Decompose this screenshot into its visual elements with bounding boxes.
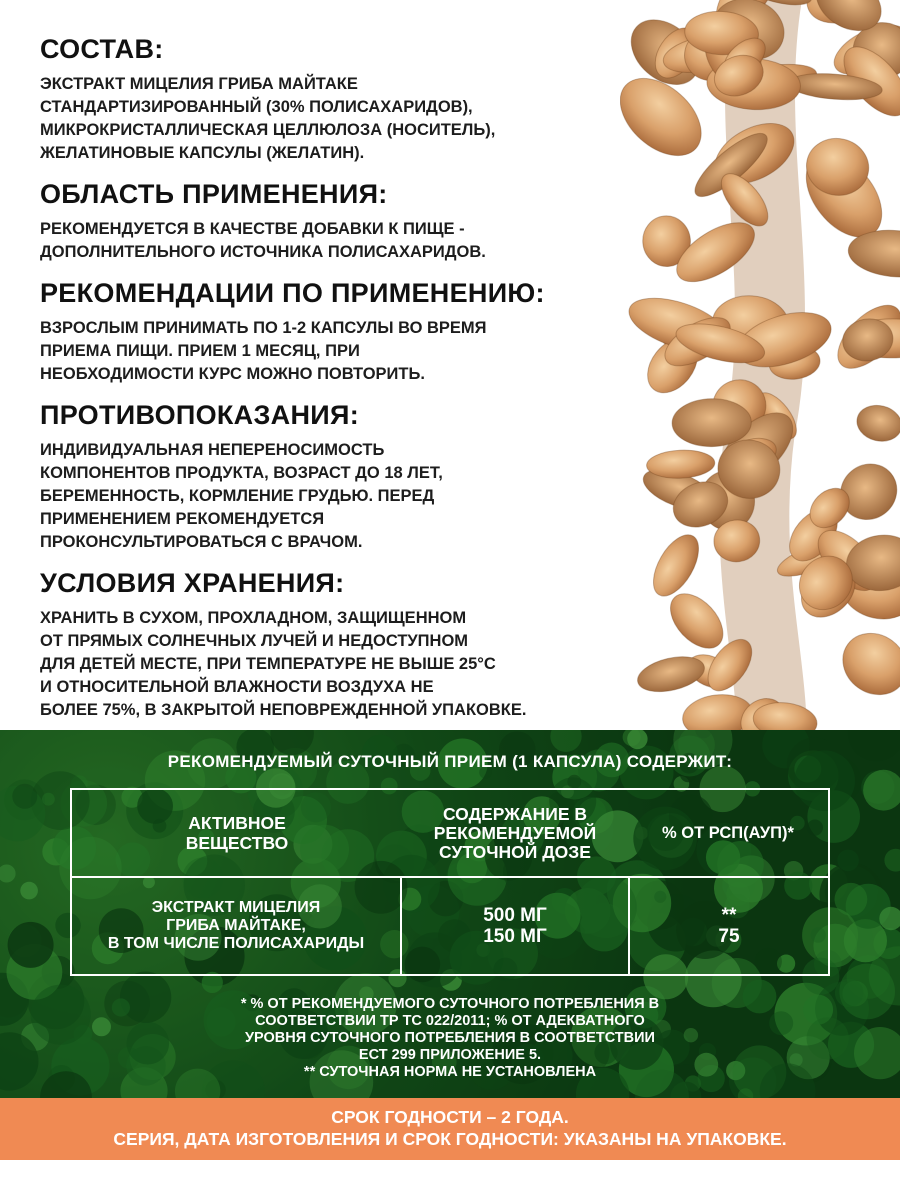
- usage-area-heading: ОБЛАСТЬ ПРИМЕНЕНИЯ:: [40, 179, 388, 209]
- row-amount: 500 МГ 150 МГ: [483, 905, 547, 947]
- storage-text: ХРАНИТЬ В СУХОМ, ПРОХЛАДНОМ, ЗАЩИЩЕННОМ ОТ ПРЯМЫХ СОЛНЕЧНЫХ ЛУЧЕЙ И НЕДОСТУПНОМ ДЛЯ ДЕТЕЙ МЕСТЕ, ПРИ ТЕМПЕРАТУРЕ НЕ ВЫШЕ 25°С И ОТНОСИТЕЛЬНОЙ ВЛАЖНОСТИ ВОЗДУХА НЕ БОЛЕЕ 75%, В ЗАКРЫТОЙ НЕПОВРЕЖДЕННОЙ УПАКОВКЕ.: [40, 609, 527, 719]
- daily-intake-title: РЕКОМЕНДУЕМЫЙ СУТОЧНЫЙ ПРИЕМ (1 КАПСУЛА) СОДЕРЖИТ:: [167, 752, 733, 771]
- composition-heading: СОСТАВ:: [40, 34, 164, 64]
- table-footnotes: * % ОТ РЕКОМЕНДУЕМОГО СУТОЧНОГО ПОТРЕБЛЕНИЯ В СООТВЕТСТВИИ ТР ТС 022/2011; % ОТ АДЕКВАТНОГО УРОВНЯ СУТОЧНОГО ПОТРЕБЛЕНИЯ В СООТВЕТСТВИИ ЕСТ 299 ПРИЛОЖЕНИЕ 5. ** СУТОЧНАЯ НОРМА НЕ УСТАНОВЛЕНА: [240, 996, 660, 1080]
- recommendations-section: [40, 278, 620, 386]
- daily-intake-panel: [0, 730, 900, 1098]
- recommendations-text: ВЗРОСЛЫМ ПРИНИМАТЬ ПО 1-2 КАПСУЛЫ ВО ВРЕМЯ ПРИЕМА ПИЩИ. ПРИЕМ 1 МЕСЯЦ, ПРИ НЕОБХОДИМОСТИ КУРС МОЖНО ПОВТОРИТЬ.: [40, 319, 487, 383]
- header-substance: АКТИВНОЕ ВЕЩЕСТВО: [185, 813, 289, 853]
- row-substance: ЭКСТРАКТ МИЦЕЛИЯ ГРИБА МАЙТАКЕ, В ТОМ ЧИСЛЕ ПОЛИСАХАРИДЫ: [107, 899, 365, 952]
- maitake-mushroom-image: [620, 0, 900, 730]
- daily-intake-table: [70, 788, 830, 976]
- header-amount: СОДЕРЖАНИЕ В РЕКОМЕНДУЕМОЙ СУТОЧНОЙ ДОЗЕ: [433, 803, 597, 862]
- storage-heading: УСЛОВИЯ ХРАНЕНИЯ:: [40, 568, 345, 598]
- usage-area-section: [40, 179, 620, 264]
- composition-section: [40, 34, 620, 165]
- product-info-text: [40, 34, 620, 730]
- contraindications-text: ИНДИВИДУАЛЬНАЯ НЕПЕРЕНОСИМОСТЬ КОМПОНЕНТОВ ПРОДУКТА, ВОЗРАСТ ДО 18 ЛЕТ, БЕРЕМЕННОСТЬ, КОРМЛЕНИЕ ГРУДЬЮ. ПЕРЕД ПРИМЕНЕНИЕМ РЕКОМЕНДУЕТСЯ ПРОКОНСУЛЬТИРОВАТЬСЯ С ВРАЧОМ.: [40, 441, 443, 551]
- header-percent: % ОТ РСП(АУП)*: [662, 823, 794, 842]
- contraindications-section: [40, 400, 620, 554]
- batch-info-text: СЕРИЯ, ДАТА ИЗГОТОВЛЕНИЯ И СРОК ГОДНОСТИ: УКАЗАНЫ НА УПАКОВКЕ.: [113, 1129, 787, 1149]
- storage-section: [40, 568, 620, 722]
- shelf-life-text: СРОК ГОДНОСТИ – 2 ГОДА.: [331, 1107, 569, 1127]
- shelf-life-banner: [0, 1098, 900, 1160]
- usage-area-text: РЕКОМЕНДУЕТСЯ В КАЧЕСТВЕ ДОБАВКИ К ПИЩЕ - ДОПОЛНИТЕЛЬНОГО ИСТОЧНИКА ПОЛИСАХАРИДОВ.: [40, 220, 486, 261]
- composition-text: ЭКСТРАКТ МИЦЕЛИЯ ГРИБА МАЙТАКЕ СТАНДАРТИЗИРОВАННЫЙ (30% ПОЛИСАХАРИДОВ), МИКРОКРИСТАЛЛИЧЕСКАЯ ЦЕЛЛЮЛОЗА (НОСИТЕЛЬ), ЖЕЛАТИНОВЫЕ КАПСУЛЫ (ЖЕЛАТИН).: [40, 75, 496, 162]
- recommendations-heading: РЕКОМЕНДАЦИИ ПО ПРИМЕНЕНИЮ:: [40, 278, 545, 308]
- contraindications-heading: ПРОТИВОПОКАЗАНИЯ:: [40, 400, 359, 430]
- bottom-margin: [0, 1160, 900, 1200]
- row-percent: ** 75: [718, 905, 740, 947]
